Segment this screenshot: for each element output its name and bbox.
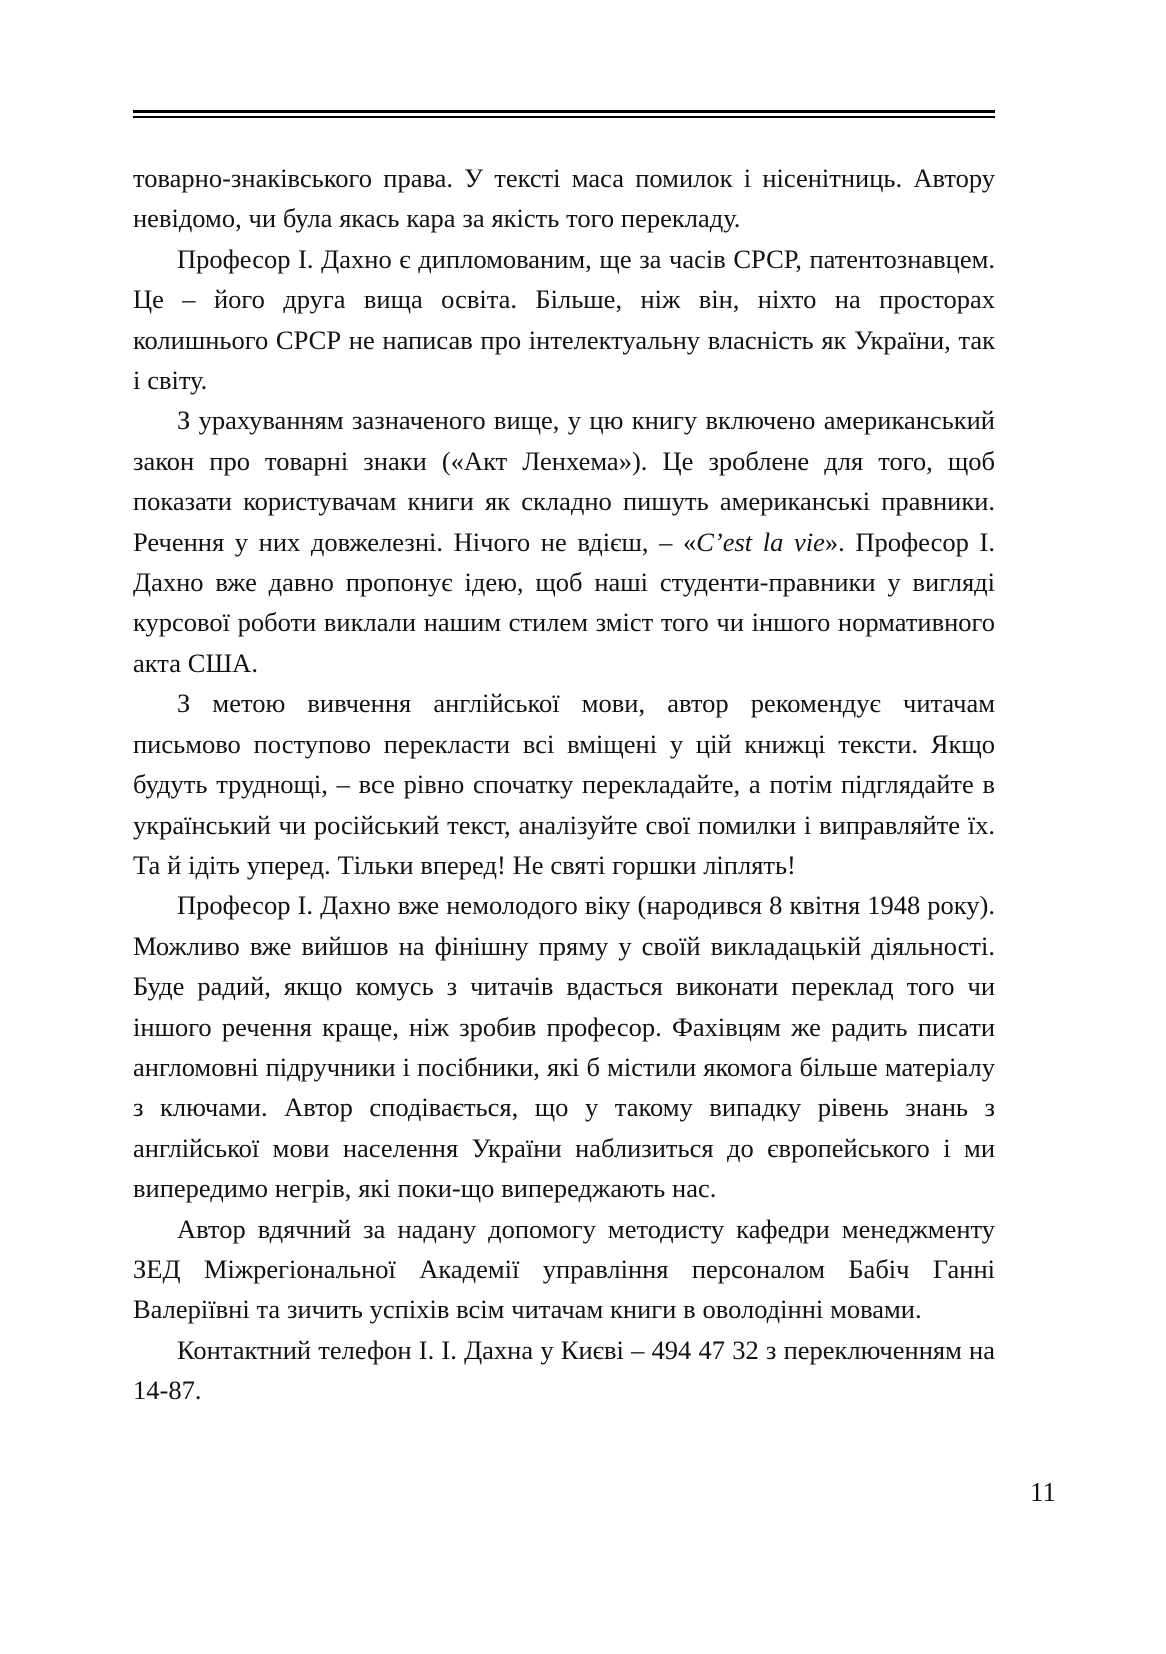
header-rule-thin (133, 116, 995, 118)
paragraph-2: Професор І. Дахно є дипломованим, ще за часів СРСР, патентознавцем. Це – його друга вища освіта. Більше, ніж він, ніхто на просторах колишнього СРСР не написав про інтелектуальну власність як України, так і світу. (133, 243, 995, 396)
page-number: 11 (1030, 1477, 1056, 1507)
paragraph-3-italic-phrase: C’est la vie (696, 526, 825, 557)
body-text (133, 158, 995, 1411)
paragraph-7: Контактний телефон І. І. Дахна у Києві – 494 47 32 з переключенням на 14-87. (133, 1334, 995, 1406)
header-double-rule (133, 110, 995, 118)
paragraph-3 (133, 400, 995, 683)
paragraph-3-text-after-italic: ». Професор І. Дахно вже давно пропонує ідею, щоб наші студенти-правники у вигляді курсової роботи виклали нашим стилем зміст того чи іншого нормативного акта США. (133, 526, 995, 678)
page-content (133, 110, 995, 1411)
paragraph-1: товарно-знаківського права. У тексті маса помилок і нісенітниць. Автору невідомо, чи була якась кара за якість того перекладу. (133, 163, 995, 234)
paragraph-6: Автор вдячний за надану допомогу методисту кафедри менеджменту ЗЕД Міжрегіональної Академії управління персоналом Бабіч Ганні Валеріївні та зичить успіхів всім читачам книги в оволодінні мовами. (133, 1213, 995, 1325)
paragraph-5: Професор І. Дахно вже немолодого віку (народився 8 квітня 1948 року). Можливо вже вийшов на фінішну пряму у своїй викладацькій діяльності. Буде радий, якщо комусь з читачів вдасться виконати переклад того чи іншого речення краще, ніж зробив професор. Фахівцям же радить писати англомовні підручники і посібники, які б містили якомога більше матеріалу з ключами. Автор сподівається, що у такому випадку рівень знань з англійської мови населення України наблизиться до європейського і ми випередимо негрів, які поки-що випереджають нас. (133, 890, 995, 1204)
paragraph-3-text-before-italic: З урахуванням зазначеного вище, у цю книгу включено американський закон про товарні знаки («Акт Ленхема»). Це зроблене для того, щоб показати користувачам книги як складно пишуть американські правники. Речення у них довжелезні. Нічого не вдієш, – « (133, 405, 995, 557)
paragraph-4: З метою вивчення англійської мови, автор рекомендує читачам письмово поступово перекласти всі вміщені у цій книжці тексти. Якщо будуть труднощі, – все рівно спочатку перекладайте, а потім підглядайте в український чи російський текст, аналізуйте свої помилки і виправляйте їх. Та й ідіть уперед. Тільки вперед! Не святі горшки ліплять! (133, 688, 995, 880)
